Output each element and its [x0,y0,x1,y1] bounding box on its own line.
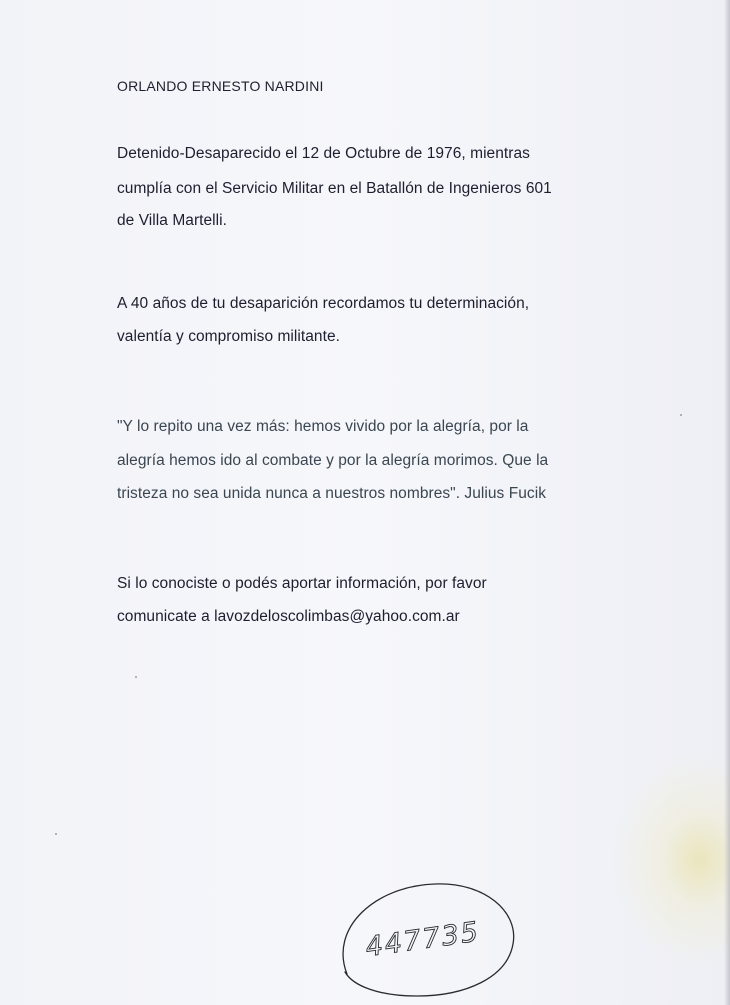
paragraph1-line1: Detenido-Desaparecido el 12 de Octubre de 1976, mientras [117,145,530,162]
quote-line3: tristeza no sea unida nunca a nuestros nombres". Julius Fucik [117,485,546,502]
paragraph1-line2: cumplía con el Servicio Militar en el Batallón de Ingenieros 601 [117,180,552,197]
paragraph2-line1: A 40 años de tu desaparición recordamos tu determinación, [117,295,530,312]
quote-line1: "Y lo repito una vez más: hemos vivido por la alegría, por la [117,418,529,435]
contact-line2: comunicate a lavozdeloscolimbas@yahoo.com.ar [117,608,460,625]
contact-line1: Si lo conociste o podés aportar información, por favor [117,575,487,592]
scan-speck [680,414,682,416]
page-edge-shadow [724,0,730,1005]
paragraph2-line2: valentía y compromiso militante. [117,328,340,345]
quote-line2: alegría hemos ido al combate y por la alegría morimos. Que la [117,452,549,469]
paragraph1-line3: de Villa Martelli. [117,212,228,229]
scan-speck [135,676,137,678]
handwritten-number: 447735 [363,916,482,964]
handwritten-stamp [335,878,517,1002]
person-name-heading: ORLANDO ERNESTO NARDINI [117,78,324,94]
scan-speck [55,833,57,835]
